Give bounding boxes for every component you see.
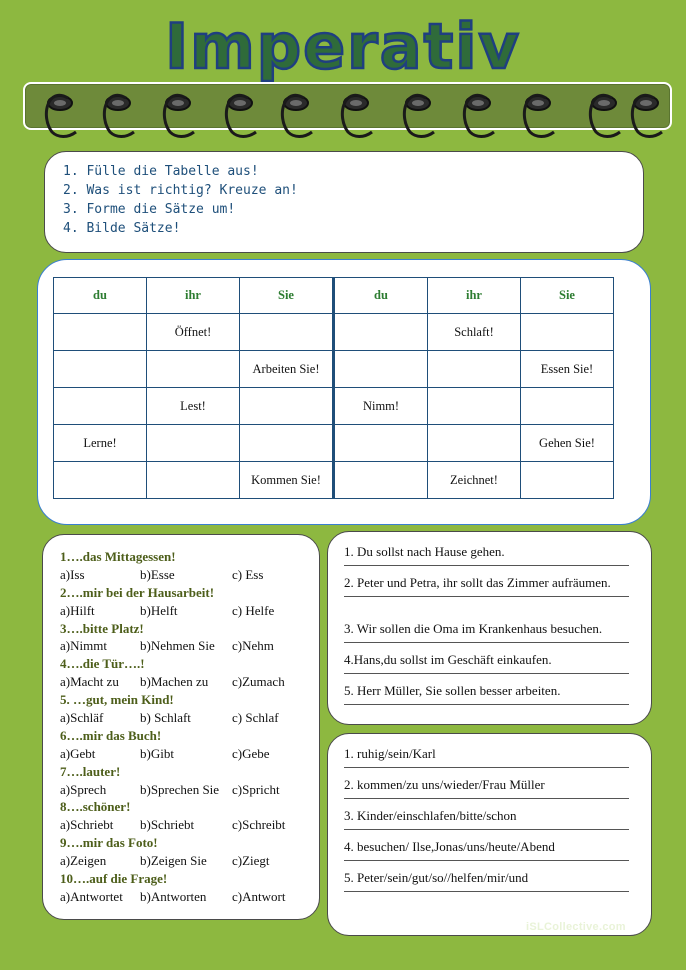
table-cell: Nimm! — [334, 388, 428, 425]
option-c[interactable]: c) Schlaf — [232, 710, 279, 726]
table-cell[interactable] — [428, 351, 521, 388]
table-cell[interactable] — [334, 425, 428, 462]
option-a[interactable]: a)Antwortet — [60, 888, 123, 904]
table-cell[interactable] — [54, 388, 147, 425]
option-c[interactable]: c)Gebe — [232, 745, 270, 761]
answer-line[interactable] — [344, 704, 629, 705]
table-row — [54, 351, 614, 388]
page-title: Imperativ — [165, 10, 521, 82]
table-row — [54, 425, 614, 462]
table-cell: Schlaft! — [428, 314, 521, 351]
table-cell[interactable] — [147, 425, 240, 462]
answer-options — [60, 566, 319, 584]
title-banner — [0, 8, 686, 82]
instruction-item: 2. Was ist richtig? Kreuze an! — [63, 183, 298, 198]
table-cell[interactable] — [240, 314, 334, 351]
answer-options — [60, 602, 319, 620]
answer-options — [60, 745, 319, 763]
table-row — [54, 314, 614, 351]
table-cell[interactable] — [54, 314, 147, 351]
table-cell[interactable] — [521, 462, 614, 499]
option-c[interactable]: c)Schreibt — [232, 817, 286, 833]
build-item: 5. Peter/sein/gut/so//helfen/mir/und — [344, 870, 633, 901]
answer-options — [60, 852, 319, 870]
option-c[interactable]: c) Ess — [232, 566, 264, 582]
option-b[interactable]: b)Antworten — [140, 888, 207, 904]
header-ihr: ihr — [428, 278, 521, 314]
question-prompt: 10….auf die Frage! — [60, 871, 168, 887]
table-cell: Zeichnet! — [428, 462, 521, 499]
answer-options — [60, 816, 319, 834]
rewrite-item: 2. Peter und Petra, ihr sollt das Zimmer aufräumen. — [344, 575, 633, 621]
answer-line[interactable] — [344, 673, 629, 674]
option-b[interactable]: b)Zeigen Sie — [140, 853, 207, 869]
table-cell: Essen Sie! — [521, 351, 614, 388]
option-b[interactable]: b)Schriebt — [140, 817, 195, 833]
question-prompt: 4….die Tür….! — [60, 656, 145, 672]
conjugation-table-box — [37, 259, 651, 525]
table-row — [54, 462, 614, 499]
instruction-item: 1. Fülle die Tabelle aus! — [63, 164, 259, 179]
table-cell: Öffnet! — [147, 314, 240, 351]
binder-ring-icon — [404, 95, 434, 136]
option-b[interactable]: b)Machen zu — [140, 674, 209, 690]
option-a[interactable]: a)Iss — [60, 566, 85, 582]
binder-ring-icon — [104, 95, 134, 136]
table-row — [54, 388, 614, 425]
option-a[interactable]: a)Sprech — [60, 781, 107, 797]
answer-line[interactable] — [344, 798, 629, 799]
instruction-item: 3. Forme die Sätze um! — [63, 202, 236, 217]
multiple-choice-box — [42, 534, 320, 920]
build-sentences-box — [327, 733, 652, 936]
rewrite-item: 3. Wir sollen die Oma im Krankenhaus besuchen. — [344, 621, 633, 652]
option-c[interactable]: c)Nehm — [232, 638, 274, 654]
option-a[interactable]: a)Nimmt — [60, 638, 107, 654]
table-cell[interactable] — [147, 462, 240, 499]
option-b[interactable]: b) Schlaft — [140, 710, 191, 726]
option-c[interactable]: c)Ziegt — [232, 853, 270, 869]
option-a[interactable]: a)Schriebt — [60, 817, 114, 833]
option-b[interactable]: b)Esse — [140, 566, 175, 582]
answer-options — [60, 637, 319, 655]
rewrite-item: 4.Hans,du sollst im Geschäft einkaufen. — [344, 652, 633, 683]
answer-line[interactable] — [344, 829, 629, 830]
answer-line[interactable] — [344, 860, 629, 861]
option-a[interactable]: a)Macht zu — [60, 674, 119, 690]
question-prompt: 3….bitte Platz! — [60, 620, 144, 636]
option-a[interactable]: a)Schläf — [60, 710, 104, 726]
table-cell[interactable] — [240, 425, 334, 462]
option-b[interactable]: b)Helft — [140, 602, 178, 618]
table-cell[interactable] — [428, 388, 521, 425]
question-prompt: 5. …gut, mein Kind! — [60, 692, 174, 708]
option-a[interactable]: a)Gebt — [60, 745, 96, 761]
binder-rings — [20, 76, 670, 146]
table-cell[interactable] — [521, 388, 614, 425]
option-c[interactable]: c) Helfe — [232, 602, 275, 618]
option-c[interactable]: c)Spricht — [232, 781, 280, 797]
binder-ring-icon — [524, 95, 554, 136]
question-prompt: 2….mir bei der Hausarbeit! — [60, 584, 215, 600]
answer-line[interactable] — [344, 565, 629, 566]
answer-line[interactable] — [344, 596, 629, 597]
question-prompt: 1….das Mittagessen! — [60, 549, 176, 564]
question-prompt: 6….mir das Buch! — [60, 727, 162, 743]
header-du: du — [54, 278, 147, 314]
option-c[interactable]: c)Antwort — [232, 888, 286, 904]
table-cell[interactable] — [334, 462, 428, 499]
binder-ring-icon — [342, 95, 372, 136]
table-cell: Gehen Sie! — [521, 425, 614, 462]
table-cell[interactable] — [334, 314, 428, 351]
answer-options — [60, 888, 319, 906]
option-a[interactable]: a)Hilft — [60, 602, 95, 618]
table-cell: Lest! — [147, 388, 240, 425]
answer-options — [60, 709, 319, 727]
answer-options — [60, 781, 319, 799]
rewrite-sentences-box — [327, 531, 652, 725]
table-cell[interactable] — [54, 351, 147, 388]
question-prompt: 8….schöner! — [60, 799, 131, 815]
table-header-row — [54, 278, 614, 314]
table-cell: Lerne! — [54, 425, 147, 462]
build-item: 4. besuchen/ Ilse,Jonas/uns/heute/Abend — [344, 839, 633, 870]
binder-ring-icon — [226, 95, 256, 136]
option-b[interactable]: b)Gibt — [140, 745, 174, 761]
table-cell[interactable] — [428, 425, 521, 462]
table-cell[interactable] — [54, 462, 147, 499]
answer-options — [60, 673, 319, 691]
binder-ring-icon — [164, 95, 194, 136]
rewrite-item: 5. Herr Müller, Sie sollen besser arbeiten. — [344, 683, 633, 714]
answer-line[interactable] — [344, 767, 629, 768]
table-cell: Arbeiten Sie! — [240, 351, 334, 388]
build-item: 3. Kinder/einschlafen/bitte/schon — [344, 808, 633, 839]
table-cell[interactable] — [240, 388, 334, 425]
watermark: iSLCollective.com — [526, 921, 626, 933]
rewrite-item: 1. Du sollst nach Hause gehen. — [344, 544, 633, 575]
table-cell: Kommen Sie! — [240, 462, 334, 499]
answer-line[interactable] — [344, 642, 629, 643]
binder-ring-icon — [632, 95, 662, 136]
table-cell[interactable] — [147, 351, 240, 388]
option-a[interactable]: a)Zeigen — [60, 853, 107, 869]
binder-ring-icon — [46, 95, 76, 136]
table-cell[interactable] — [521, 314, 614, 351]
binder-ring-icon — [282, 95, 312, 136]
build-item: 2. kommen/zu uns/wieder/Frau Müller — [344, 777, 633, 808]
instructions-box — [44, 151, 644, 253]
binder-ring-icon — [464, 95, 494, 136]
table-cell[interactable] — [334, 351, 428, 388]
option-c[interactable]: c)Zumach — [232, 674, 285, 690]
question-prompt: 9….mir das Foto! — [60, 835, 158, 851]
header-sie: Sie — [521, 278, 614, 314]
option-b[interactable]: b)Sprechen Sie — [140, 781, 220, 797]
header-du: du — [334, 278, 428, 314]
header-sie: Sie — [240, 278, 334, 314]
title-art — [0, 8, 686, 82]
binder-ring-icon — [590, 95, 620, 136]
header-ihr: ihr — [147, 278, 240, 314]
answer-line[interactable] — [344, 891, 629, 892]
option-b[interactable]: b)Nehmen Sie — [140, 638, 215, 654]
build-item: 1. ruhig/sein/Karl — [344, 746, 633, 777]
instruction-item: 4. Bilde Sätze! — [63, 221, 181, 236]
conjugation-table — [53, 277, 614, 499]
question-prompt: 7….lauter! — [60, 763, 121, 779]
